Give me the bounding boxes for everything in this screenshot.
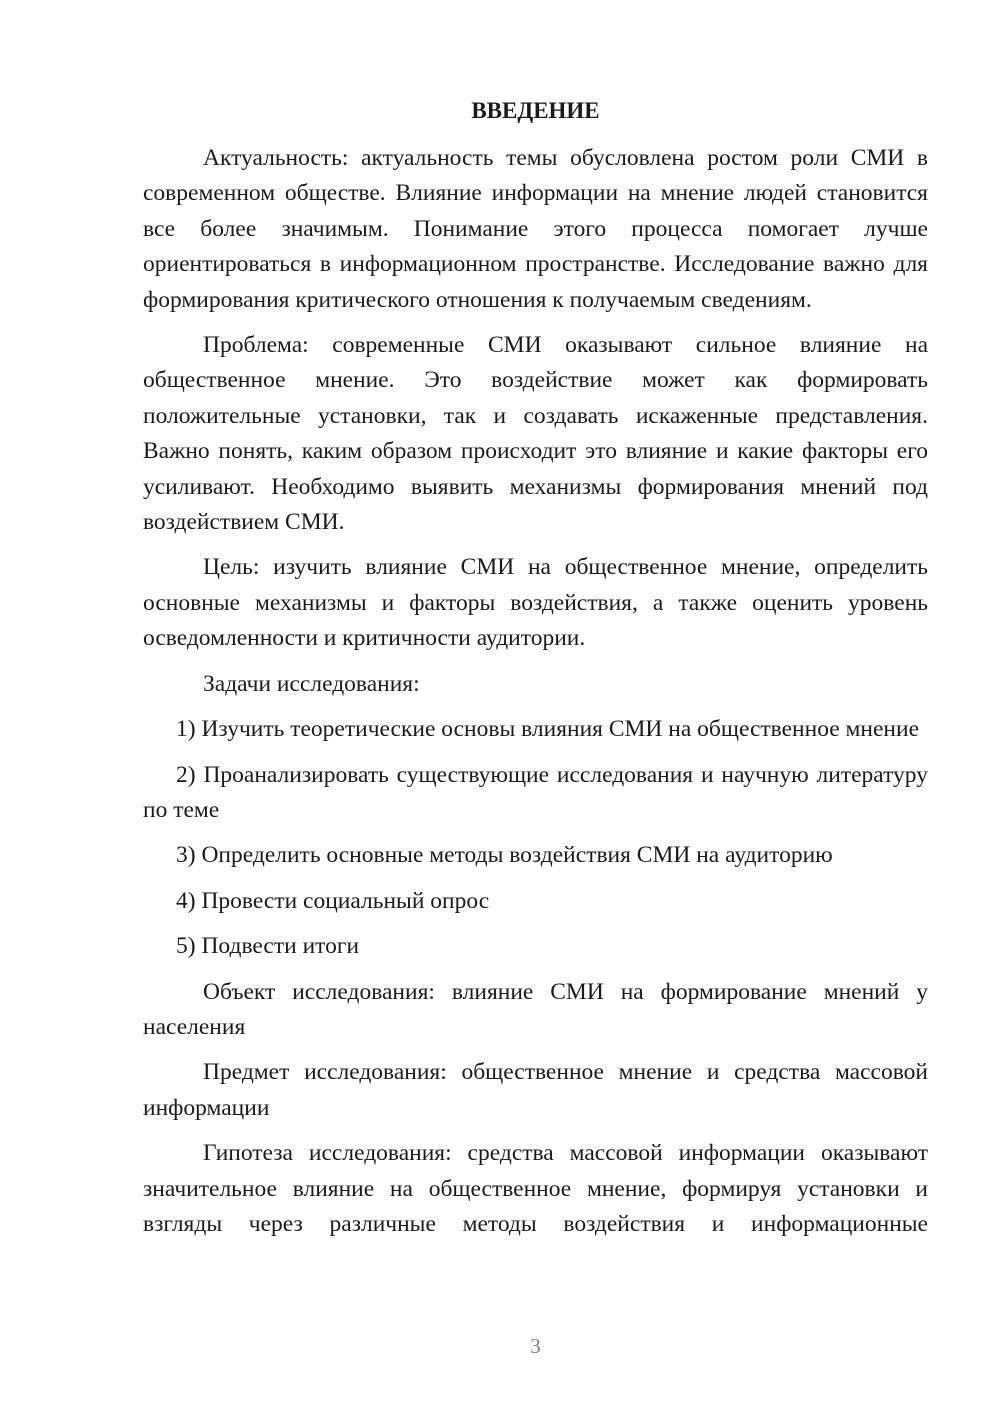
task-item-4: 4) Провести социальный опрос (176, 887, 490, 914)
hypothesis-paragraph: Гипотеза исследования: средства массовой информации оказывают значительное влияние на общественное мнение, формируя установки и взгляды через различные методы воздействия и информационные (143, 1140, 928, 1237)
task-item-3: 3) Определить основные методы воздействия СМИ на аудиторию (176, 842, 833, 869)
document-body (143, 141, 928, 1242)
task-item-1: 1) Изучить теоретические основы влияния СМИ на общественное мнение (176, 716, 920, 743)
tasks-heading: Задачи исследования: (203, 670, 420, 697)
goal-paragraph: Цель: изучить влияние СМИ на общественное мнение, определить основные механизмы и факторы воздействия, а также оценить уровень осведомленности и критичности аудитории. (143, 554, 928, 652)
problem-paragraph: Проблема: современные СМИ оказывают сильное влияние на общественное мнение. Это воздействие может как формировать положительные установки, так и создавать искаженные представления. Важно понять, каким образом происходит это влияние и какие факторы его усиливают. Необходимо выявить механизмы формирования мнений под воздействием СМИ. (143, 332, 928, 536)
task-item-2: 2) Проанализировать существующие исследования и научную литературу по теме (143, 761, 928, 823)
page-number: 3 (530, 1334, 541, 1358)
relevance-paragraph: Актуальность: актуальность темы обусловлена ростом роли СМИ в современном обществе. Влияние информации на мнение людей становится все более значимым. Понимание этого процесса помогает лучше ориентироваться в информационном пространстве. Исследование важно для формирования критического отношения к получаемым сведениям. (143, 145, 928, 313)
task-item-5: 5) Подвести итоги (176, 933, 360, 960)
subject-paragraph: Предмет исследования: общественное мнение и средства массовой информации (143, 1059, 928, 1121)
section-heading: ВВЕДЕНИЕ (471, 98, 600, 123)
object-paragraph: Объект исследования: влияние СМИ на формирование мнений у населения (143, 978, 928, 1040)
